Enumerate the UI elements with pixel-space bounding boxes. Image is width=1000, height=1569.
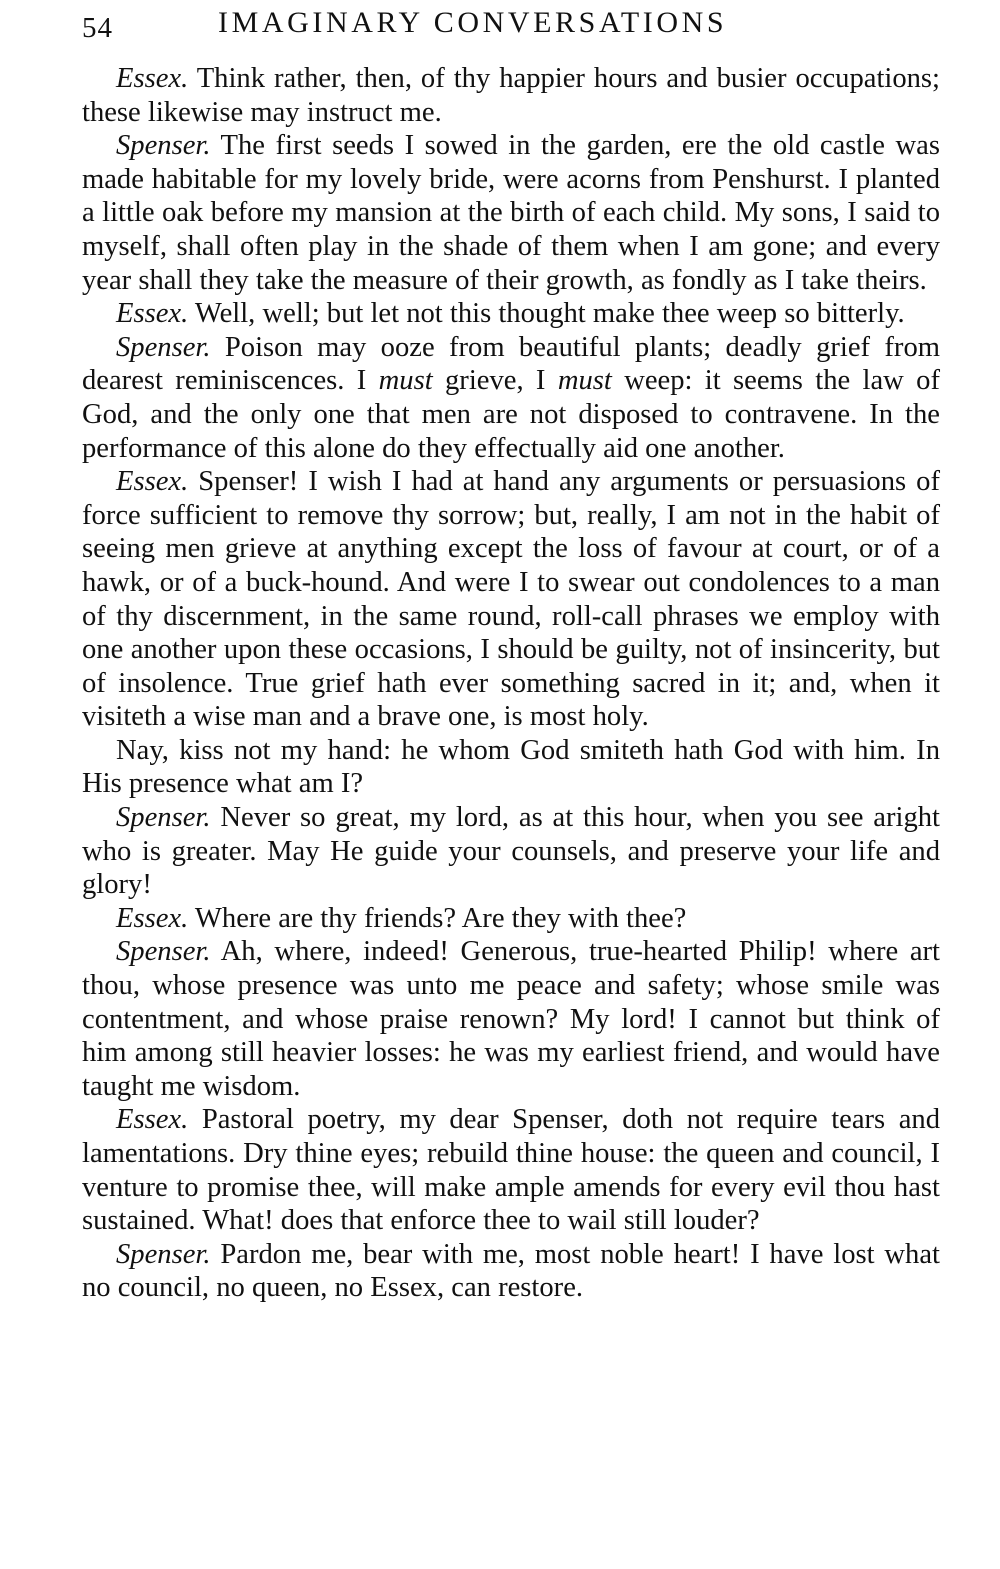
speaker-name: Essex.: [116, 63, 189, 94]
dialogue-paragraph: [82, 129, 940, 297]
speaker-name: Essex.: [116, 902, 189, 934]
dialogue-paragraph: [82, 1238, 940, 1305]
dialogue-paragraph: [82, 465, 940, 734]
paragraph-text: Well, well; but let not this thought make thee weep so bitterly.: [194, 298, 905, 330]
paragraph-text: grieve, I: [445, 365, 546, 397]
emphasis-word: must: [557, 365, 612, 397]
paragraph-text: The first seeds I sowed in the garden, ere the old castle was made habitable for my lovely bride, were acorns from Penshurst. I planted a little oak before my mansion at the birth of each child. My sons, I said to myself, shall often play in the shade of them when I am gone; and every year shall they take the measure of their growth, as fondly as I take theirs.: [82, 130, 940, 296]
running-title: IMAGINARY CONVERSATIONS: [218, 6, 728, 39]
dialogue-paragraph: [82, 734, 940, 801]
dialogue-paragraph: [82, 935, 940, 1103]
speaker-name: Essex.: [116, 466, 189, 498]
dialogue-paragraph: [82, 902, 940, 936]
paragraph-text: Think rather, then, of thy happier hours and busier occupations; these likewise may instruct me.: [82, 63, 940, 128]
speaker-name: Essex.: [116, 1104, 189, 1136]
paragraph-text: Where are thy friends? Are they with thee?: [194, 902, 687, 934]
speaker-name: Spenser.: [116, 331, 211, 363]
speaker-name: Spenser.: [116, 802, 211, 834]
dialogue-paragraph: [82, 331, 940, 465]
speaker-name: Spenser.: [116, 936, 211, 968]
paragraph-text: Pardon me, bear with me, most noble heart! I have lost what no council, no queen, no Essex, can restore.: [82, 1238, 940, 1304]
dialogue-paragraph: [82, 62, 940, 129]
paragraph-text: Spenser! I wish I had at hand any arguments or persuasions of force sufficient to remove thy sorrow; but, really, I am not in the habit of seeing men grieve at anything except the loss of favour at court, or of a hawk, or of a buck-hound. And were I to swear out condolences to a man of thy discernment, in the same round, roll-call phrases we employ with one another upon these occasions, I should be guilty, not of insincerity, but of insolence. True grief hath ever something sacred in it; and, when it visiteth a wise man and a brave one, is most holy.: [82, 466, 940, 733]
paragraph-text: Pastoral poetry, my dear Spenser, doth not require tears and lamentations. Dry thine eyes; rebuild thine house: the queen and council, I venture to promise thee, will make ample amends for every evil thou hast sustained. What! does that enforce thee to wail still louder?: [82, 1104, 940, 1237]
speaker-name: Essex.: [116, 298, 189, 330]
dialogue-text: [82, 62, 940, 1305]
paragraph-text: Poison may ooze from beautiful plants; deadly grief from dearest reminiscences. I: [82, 331, 940, 397]
speaker-name: Spenser.: [116, 130, 211, 162]
paragraph-text: weep: it seems the law of God, and the only one that men are not disposed to contravene. In the performance of this alone do they effectually aid one another.: [82, 365, 940, 464]
paragraph-text: Nay, kiss not my hand: he whom God smiteth hath God with him. In His presence what am I?: [82, 734, 940, 800]
paragraph-text: Ah, where, indeed! Generous, true-hearted Philip! where art thou, whose presence was unto me peace and safety; whose smile was contentment, and whose praise renown? My lord! I cannot but think of him among still heavier losses: he was my earliest friend, and would have taught me wisdom.: [82, 936, 941, 1102]
dialogue-paragraph: [82, 297, 940, 331]
page-header: [82, 6, 942, 46]
dialogue-paragraph: [82, 801, 940, 902]
speaker-name: Spenser.: [116, 1238, 211, 1270]
page-number: 54: [82, 12, 113, 44]
paragraph-text: Never so great, my lord, as at this hour, when you see aright who is greater. May He guide your counsels, and preserve your life and glory!: [82, 802, 940, 901]
dialogue-paragraph: [82, 1103, 940, 1237]
emphasis-word: must: [378, 365, 433, 397]
